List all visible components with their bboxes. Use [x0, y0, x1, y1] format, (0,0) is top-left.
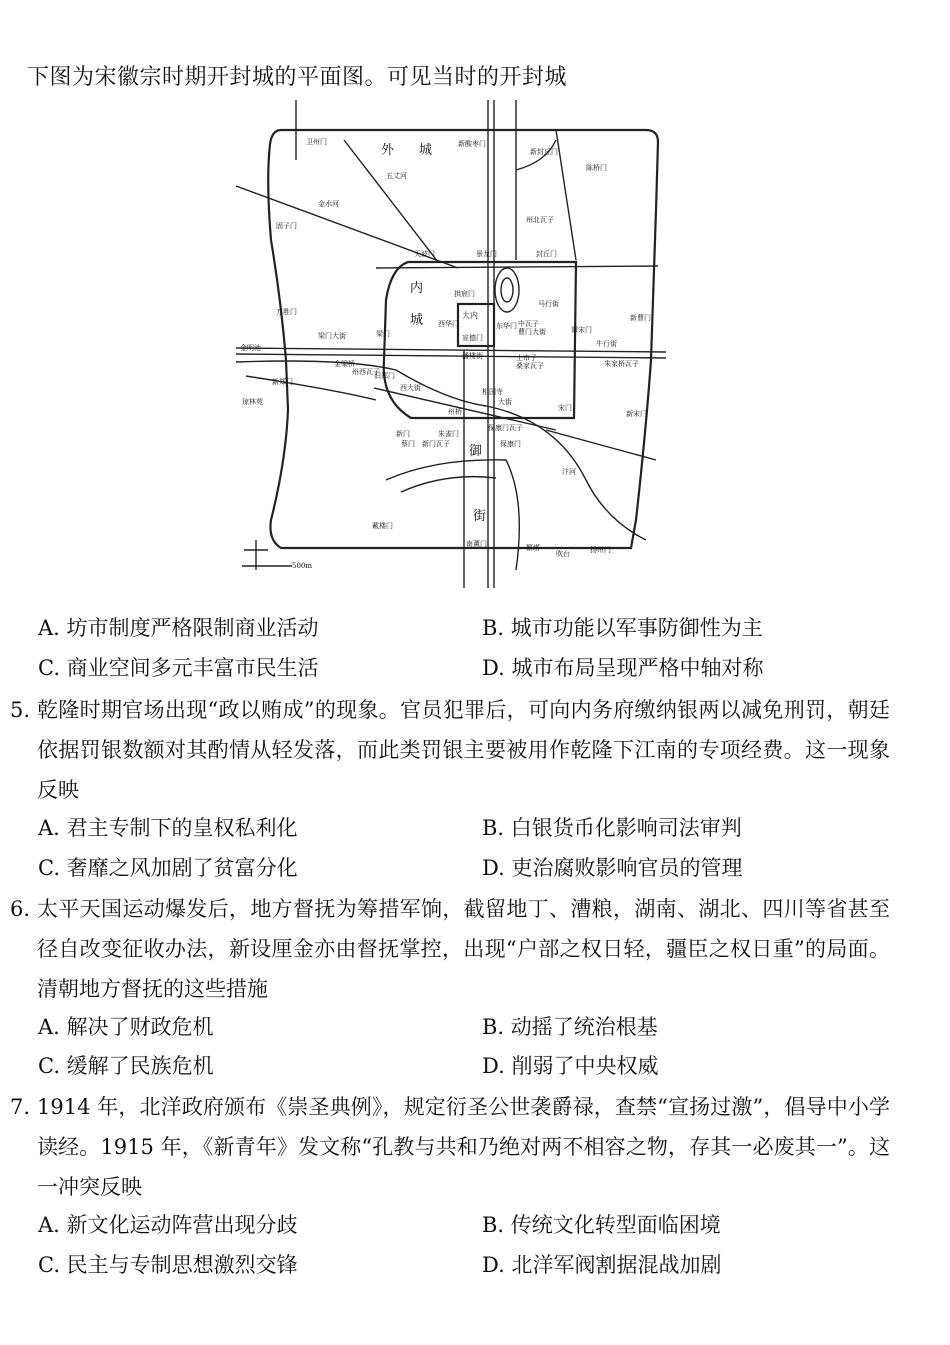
map-label-tushizi: 土市子 — [516, 354, 537, 362]
map-label-jiusong-gate: 旧宋门 — [571, 326, 592, 334]
q7-options-row-1 — [38, 1209, 918, 1239]
q5-options-row-1 — [38, 812, 918, 842]
q4-option-b[interactable]: B. 城市功能以军事防御性为主 — [482, 616, 763, 640]
map-label-scale: 500m — [292, 562, 312, 570]
map-label-niuxing-street: 牛行街 — [596, 340, 617, 348]
map-label-zhuque-gate: 朱雀门 — [438, 430, 459, 438]
map-label-cai-gate: 蔡门 — [401, 440, 415, 448]
question-6-number: 6. — [10, 897, 31, 921]
question-5 — [10, 690, 890, 810]
q6-options-row-1 — [38, 1011, 918, 1041]
map-label-song-gate: 宋门 — [558, 404, 572, 412]
map-label-caomen-street: 曹门大街 — [518, 328, 546, 336]
q6-options-row-2 — [38, 1050, 918, 1080]
map-label-guzi-gate: 固子门 — [276, 222, 297, 230]
map-label-xinsong-gate: 新宋门 — [626, 410, 647, 418]
map-label-yujie-1: 御 — [469, 444, 483, 459]
intro-text: 下图为宋徽宗时期开封城的平面图。可见当时的开封城 — [27, 65, 568, 90]
map-label-chenqiao-gate: 陈桥门 — [586, 164, 607, 172]
q5-option-c[interactable]: C. 奢靡之风加剧了贫富分化 — [38, 856, 298, 880]
q7-options-row-2 — [38, 1249, 918, 1279]
map-label-donghua-gate: 东华门 — [496, 322, 517, 330]
map-label-jinliang-bridge: 金梁桥 — [334, 360, 355, 368]
question-6 — [10, 889, 890, 1009]
map-label-fan-pagoda: 繁塔 — [526, 544, 540, 552]
q6-option-c[interactable]: C. 缓解了民族危机 — [38, 1054, 214, 1078]
q4-options-row-2 — [38, 652, 918, 682]
map-label-palace: 大内 — [462, 311, 478, 320]
q4-option-a[interactable]: A. 坊市制度严格限制商业活动 — [38, 616, 319, 640]
map-label-outer-city-2: 城 — [419, 143, 433, 158]
question-5-stem: 乾隆时期官场出现“政以贿成”的现象。官员犯罪后，可向内务府缴纳银两以减免刑罚，朝廷依据罚银数额对其酌情从轻发落，而此类罚银主要被用作乾隆下江南的专项经费。这一现象反映 — [37, 698, 890, 802]
q7-option-a[interactable]: A. 新文化运动阵营出现分歧 — [38, 1213, 298, 1237]
map-label-sangjia-wazi: 桑家瓦子 — [516, 362, 544, 370]
question-7-number: 7. — [10, 1095, 31, 1119]
map-label-yujie-2: 街 — [473, 509, 487, 524]
question-7 — [10, 1087, 890, 1207]
q4-options-row-1 — [38, 612, 918, 642]
map-label-jiuzheng-gate: 旧郑门 — [374, 372, 395, 380]
map-label-jinming-pool: 金明池 — [240, 344, 261, 352]
map-label-xinfengqiu-gate: 新封丘门 — [530, 148, 558, 156]
map-label-maxing-street: 马行街 — [538, 300, 559, 308]
map-label-xin-gate: 新门 — [396, 430, 410, 438]
q4-option-d[interactable]: D. 城市布局呈现严格中轴对称 — [482, 656, 764, 680]
q6-option-b[interactable]: B. 动摇了统治根基 — [482, 1015, 658, 1039]
map-label-xihua-gate: 西华门 — [438, 320, 459, 328]
q5-option-a[interactable]: A. 君主专制下的皇权私利化 — [38, 816, 298, 840]
map-label-dajie: 大街 — [498, 398, 512, 406]
map-label-jinglong-gate: 景龙门 — [476, 250, 497, 258]
map-label-xinsuanzao-gate: 新酸枣门 — [458, 140, 486, 148]
kaifeng-city-map — [226, 100, 676, 588]
map-label-panlou-street: 潘楼街 — [462, 352, 483, 360]
q5-options-row-2 — [38, 852, 918, 882]
map-label-xuande-gate: 宣德门 — [462, 334, 483, 342]
map-label-bian-river: 汴河 — [562, 468, 576, 476]
map-label-zhujiaqiao-wazi: 朱家桥瓦子 — [604, 360, 639, 368]
map-label-liangmen-street: 梁门大街 — [318, 332, 346, 340]
q7-option-b[interactable]: B. 传统文化转型面临困境 — [482, 1213, 721, 1237]
question-7-stem: 1914 年，北洋政府颁布《崇圣典例》，规定衍圣公世袭爵禄，查禁“宣扬过激”，倡导中小学读经。1915 年，《新青年》发文称“孔教与共和乃绝对两不相容之物，存其一必废其一”。这一冲突反映 — [37, 1095, 890, 1199]
map-label-chuitai: 吹台 — [556, 550, 570, 558]
q6-option-d[interactable]: D. 削弱了中央权威 — [482, 1054, 659, 1078]
map-label-qionglin-garden: 琼林苑 — [242, 398, 263, 406]
map-label-xincao-gate: 新曹门 — [630, 314, 651, 322]
map-label-zhouxi-wazi: 州西瓦子 — [352, 368, 380, 376]
q4-option-c[interactable]: C. 商业空间多元丰富市民生活 — [38, 656, 319, 680]
map-label-zhoubei-wazi: 州北瓦子 — [526, 216, 554, 224]
map-label-liang-gate: 梁门 — [376, 330, 390, 338]
map-label-jinshui-river: 金水河 — [318, 200, 339, 208]
map-label-xi-dajie: 西大街 — [400, 384, 421, 392]
question-5-number: 5. — [10, 698, 31, 722]
map-label-wuzhang-river: 五丈河 — [386, 172, 407, 180]
map-label-xinzheng-gate: 新郑门 — [272, 378, 293, 386]
q7-option-d[interactable]: D. 北洋军阀割据混战加剧 — [482, 1253, 722, 1277]
map-label-baokang-gate: 保康门 — [500, 440, 521, 448]
map-label-zhou-bridge: 州桥 — [448, 408, 462, 416]
map-label-nanxun-gate: 南薰门 — [466, 540, 487, 548]
map-label-yangzhou-gate: 扬州门 — [590, 546, 611, 554]
map-label-baokang-wazi: 保康门瓦子 — [488, 424, 523, 432]
q5-option-b[interactable]: B. 白银货币化影响司法审判 — [482, 816, 742, 840]
q6-option-a[interactable]: A. 解决了财政危机 — [38, 1015, 214, 1039]
map-label-gongchen-gate: 拱宸门 — [454, 290, 475, 298]
map-label-zhongwazi: 中瓦子 — [518, 320, 539, 328]
map-label-wansheng-gate: 万胜门 — [276, 308, 297, 316]
q7-option-c[interactable]: C. 民主与专制思想激烈交锋 — [38, 1253, 298, 1277]
question-6-stem: 太平天国运动爆发后，地方督抚为筹措军饷，截留地丁、漕粮，湖南、湖北、四川等省甚至径自改变征收办法，新设厘金亦由督抚掌控，出现“户部之权日轻，疆臣之权日重”的局面。清朝地方督抚的这些措施 — [37, 897, 890, 1001]
map-label-inner-city-1: 内 — [410, 281, 424, 296]
map-label-dailou-gate: 戴楼门 — [372, 522, 393, 530]
map-label-tianbo-gate: 天波门 — [414, 250, 435, 258]
map-label-outer-city-1: 外 — [381, 143, 395, 158]
map-label-inner-city-2: 城 — [410, 313, 424, 328]
map-label-xiangguo-temple: 相国寺 — [482, 388, 503, 396]
map-label-fengqiu-gate: 封丘门 — [536, 250, 557, 258]
map-label-xinmen-wazi: 新门瓦子 — [422, 440, 450, 448]
map-label-weizhou-gate: 卫州门 — [306, 138, 327, 146]
q5-option-d[interactable]: D. 吏治腐败影响官员的管理 — [482, 856, 743, 880]
